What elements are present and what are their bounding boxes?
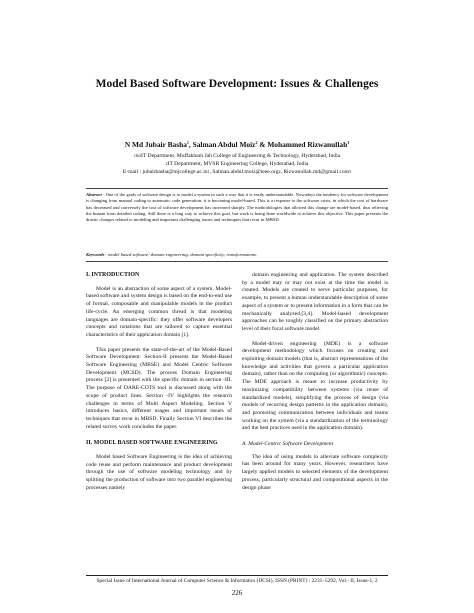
author-separator-2: & xyxy=(257,140,268,149)
section-heading-introduction: I. INTRODUCTION xyxy=(86,272,140,278)
mbse-paragraph-1: Model based Software Engineering is the idea of achieving code reuse and perform maintenance and product development through the use of software modeling technology and by splitting the production of software into two parallel engineering processes namely xyxy=(86,454,232,491)
author-2: Salman Abdul Moiz xyxy=(192,140,256,149)
abstract-bottom-rule xyxy=(86,261,388,262)
right-column xyxy=(242,272,388,492)
keywords xyxy=(86,252,388,258)
email-2: , Salman.abdul.moiz@ieee.org xyxy=(209,169,279,175)
page-number: 226 xyxy=(231,589,243,597)
affiliation-2-marker: 2 xyxy=(165,161,168,166)
mcsd-paragraph: The idea of using models to alleviate software complexity has been around for many years. However, researchers have largely applied models to selected elements of the development process, particularly structural and compositional aspects in the design phase xyxy=(242,453,388,491)
abstract xyxy=(86,192,388,223)
keywords-label: Keywords - xyxy=(86,252,109,257)
section-heading-mbse: II. MODEL BASED SOFTWARE ENGINEERING xyxy=(86,440,218,447)
author-1: N Md Jubair Basha xyxy=(124,140,187,149)
author-3: Mohammed Rizwanullah xyxy=(267,140,348,149)
subsection-heading-mcsd: A. Model-Centric Software Development xyxy=(242,441,334,448)
author-1-marker: 1 xyxy=(186,140,189,145)
author-separator-1: , xyxy=(188,140,193,149)
footer-rule xyxy=(86,575,388,576)
affiliation-1-marker: 1&3 xyxy=(133,153,141,158)
abstract-top-rule xyxy=(86,188,388,189)
affiliation-1-text: IT Department, Muffakham Jah College of Engineering & Technology, Hyderabad, India xyxy=(140,153,341,159)
author-3-marker: 3 xyxy=(347,140,350,145)
email-2-marker: 2 xyxy=(278,169,281,174)
author-2-marker: 2 xyxy=(255,140,258,145)
intro-paragraph-1: Model is an abstraction of some aspect of a system. Model-based software and system design is based on the end-to-end use of formal, composable and manipulable models in the product life-cycle. An emerging common thread is that modeling languages are domain-specific: they offer software developers concepts and notations that are tailored to capture essential characteristics of their application domain [1]. xyxy=(86,285,232,338)
mde-paragraph: Model-driven engineering (MDE) is a software development methodology which focuses on creating and exploiting domain models (that is, abstract representations of the knowledge and activities that govern a particular application domain), rather than on the computing (or algorithmic) concepts. The MDE approach is meant to increase productivity by maximizing compatibility between systems (via reuse of standardized models), simplifying the process of design (via models of recurring design patterns in the application domain), and promoting communication between individuals and teams working on the system (via a standardization of the terminology and the best practices used in the application domain). xyxy=(242,340,388,432)
abstract-label: Abstract - xyxy=(86,192,106,197)
mbse-paragraph-2: domain engineering and application. The system described by a model may or may not exist at the time the model is created. Models are created to serve particular purposes, for example, to present a human understandable description of some aspect of a system or to present information in a form that can be mechanically analyzed.[3,4]. Model-based development approaches can be roughly classified on the primary abstraction level of their focal software model. xyxy=(242,272,388,332)
keywords-text: model based software; domain engineering; domain specificity; transformations. xyxy=(108,252,258,257)
intro-paragraph-2: This paper presents the state-of-the-art of the Model-Based Software Development. Section-II presents the Model-Based Software Engineering (MBSE) and Model Centric Software Development (MCSD). The process Domain Engineering process [2] is presented with the specific domain in section -III. The purpose of DARE-COTS tool is discussed along with the scope of product lines. Section -IV highlights the research challenges in terms of Multi Aspect Modeling. Section V introduces basics, different usages and important issues of techniques that recur in MBSD. Finally Section VI describes the related survey work concludes the paper. xyxy=(86,346,232,430)
affiliation-2 xyxy=(0,160,474,168)
email-3-marker: 3 xyxy=(349,169,352,174)
journal-footer: Special Issue of International Journal of Computer Science & Informatics (IJCSI), ISSN (PRINT) : 2231–5292, Vol.- II, Issue-1, 2 xyxy=(96,578,378,584)
abstract-text: One of the goals of software design is to model a system in such a way that it is easily understandable. Nowadays the tendency for software development is changing from manual coding to automatic code generation; it is becoming model-based. This is a response to the software crisis, in which the cost of hardware has decreased and conversely the cost of software development has increased sharply. The methodologies that allowed this change are model-based, thus relieving the human from detailed coding. Still there is a long way to achieve this goal, but work is being done worldwide to achieve this objective. This paper presents the drastic changes related to modeling and important challenging issues and techniques that recur in MBSD. xyxy=(86,192,389,223)
email-3: , Rizwanullah.md@gmail.com xyxy=(280,169,350,175)
email-line xyxy=(0,168,474,176)
email-1: E-mail : jubairbasha@mjcollege.ac.in xyxy=(122,169,208,175)
affiliation-1 xyxy=(0,152,474,160)
paper-title: Model Based Software Development: Issues & Challenges xyxy=(95,78,379,90)
author-list xyxy=(0,140,474,149)
left-column xyxy=(86,272,232,493)
email-1-marker: 1 xyxy=(207,169,210,174)
affiliation-2-text: IT Department, MVSR Engineering College, Hyderabad, India xyxy=(167,161,309,167)
